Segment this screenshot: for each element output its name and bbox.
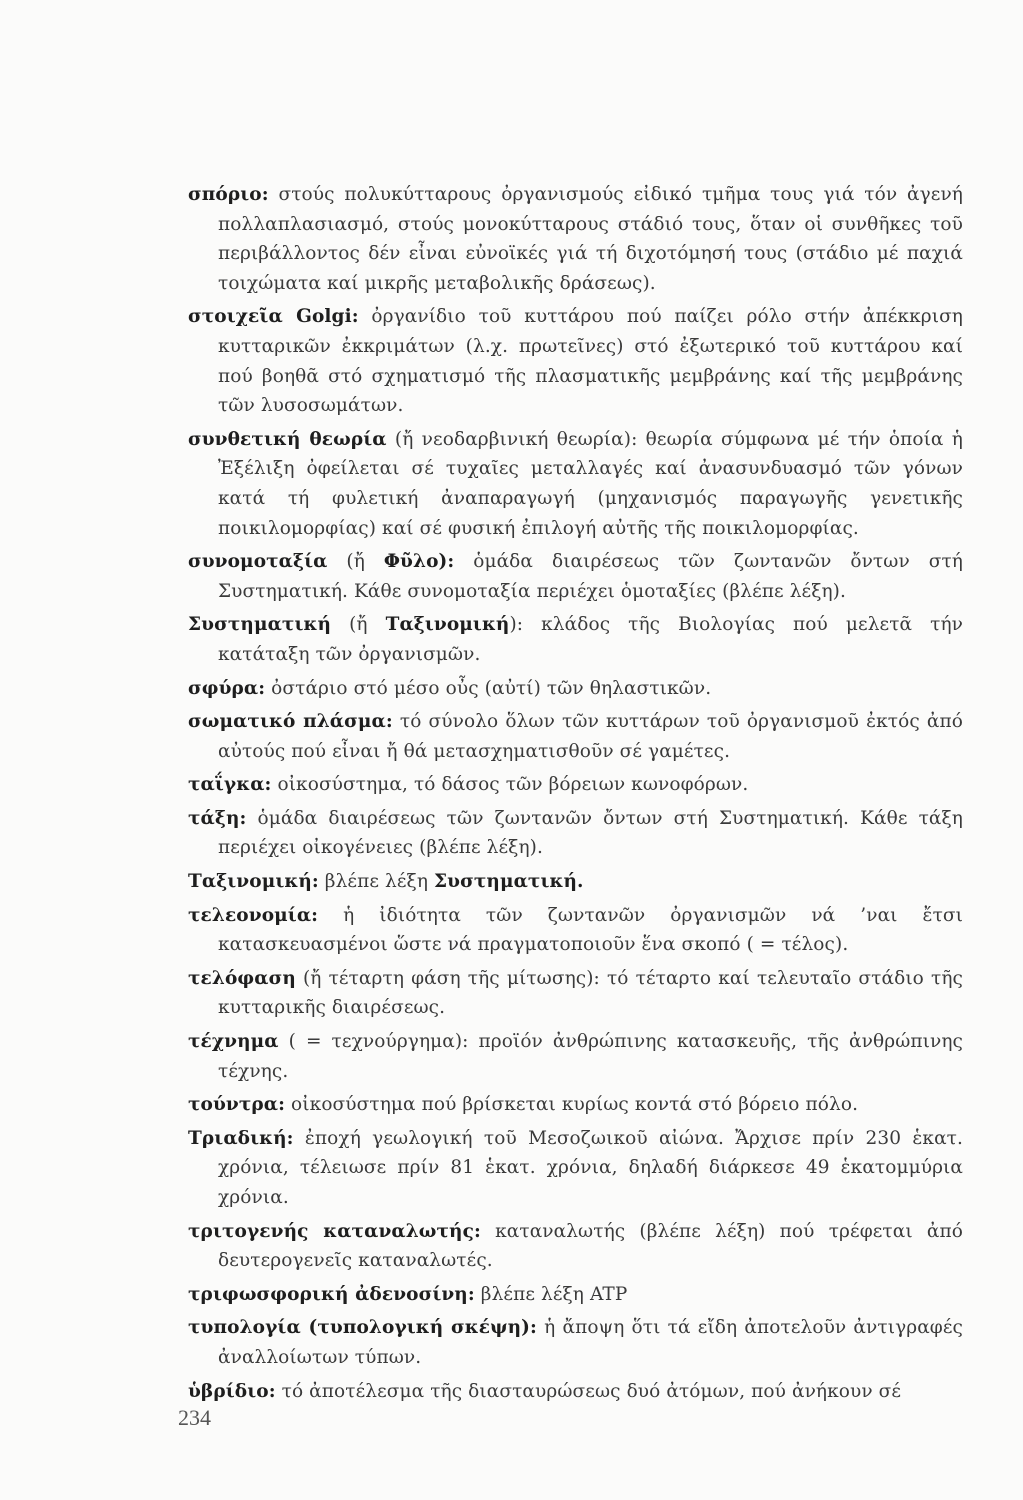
definition: στούς πολυκύτταρους ὀργανισμούς εἰδικό τμῆμα τους γιά τόν ἀγενή πολλαπλασιασμό, στούς μονοκύτταρους στάδιό τους, ὅταν οἱ συνθῆκες τοῦ περιβάλλοντος δέν εἶναι εὐνοϊκές γιά τή διχοτόμησή τους (στάδιο μέ παχιά τοιχώματα καί μικρῆς μεταβολικῆς δράσεως). [218,184,963,294]
term: τελόφαση [188,967,296,989]
glossary-entry-taxinomiki [188,867,963,897]
definition-cont: ὁμάδα διαιρέσεως τῶν ζωντανῶν ὄντων στή Συστηματική. Κάθε συνομοταξία περιέχει ὁμοταξίες (βλέπε λέξη). [218,551,963,602]
term: Ταξινομική: [188,871,319,893]
glossary-entry-synthetiki-theoria [188,425,963,543]
definition: οἰκοσύστημα πού βρίσκεται κυρίως κοντά στό βόρειο πόλο. [285,1094,859,1116]
term: σπόριο: [188,184,269,205]
glossary-entry-systimatiki [188,610,963,669]
definition: (ἤ [327,551,384,573]
term: τυπολογία (τυπολογική σκέψη): [188,1317,537,1339]
term: σωματικό πλάσμα: [188,711,393,733]
glossary-entry-golgi [188,302,963,420]
term: τριτογενής καταναλωτής: [188,1220,481,1242]
glossary-entry-yvridio [188,1377,963,1407]
definition: ὀργανίδιο τοῦ κυττάρου πού παίζει ρόλο στήν ἀπέκκριση κυτταρικῶν ἐκκριμάτων (λ.χ. πρωτεῖνες) στό ἐξωτερικό τοῦ κυττάρου καί πού βοηθᾶ στό σχηματισμό τῆς πλασματικῆς μεμβράνης καί τῆς μεμβράνης τῶν λυσοσωμάτων. [218,306,963,417]
term-alt: Φῦλο): [383,551,455,573]
term: Συστηματική [188,614,332,636]
definition: ἐποχή γεωλογική τοῦ Μεσοζωικοῦ αἰώνα. Ἄρχισε πρίν 230 ἑκατ. χρόνια, τέλειωσε πρίν 81 ἑκατ. χρόνια, δηλαδή διάρκεσε 49 ἑκατομμύρια χρόνια. [218,1127,963,1208]
definition: (ἤ νεοδαρβινική θεωρία): θεωρία σύμφωνα μέ τήν ὁποία ἡ Ἐξέλιξη ὀφείλεται σέ τυχαῖες μεταλλαγές καί ἀνασυνδυασμό τῶν γόνων κατά τή φυλετική ἀναπαραγωγή (μηχανισμός παραγωγῆς γενετικῆς ποικιλομορφίας) καί σέ φυσική ἐπιλογή αὐτῆς τῆς ποικιλομορφίας. [218,428,963,539]
definition: (ἤ [331,614,386,636]
glossary-entry-telofasi [188,964,963,1023]
definition: ὁμάδα διαιρέσεως τῶν ζωντανῶν ὄντων στή Συστηματική. Κάθε τάξη περιέχει οἰκογένειες (βλέπε λέξη). [218,807,963,859]
glossary-entry-trifosforiki-adenosini [188,1280,963,1310]
definition: βλέπε λέξη [318,871,434,893]
glossary-entry-teleonomia [188,901,963,960]
glossary-entry-technima [188,1027,963,1086]
definition: οἰκοσύστημα, τό δάσος τῶν βόρειων κωνοφόρων. [271,774,749,796]
definition: τό σύνολο ὅλων τῶν κυττάρων τοῦ ὀργανισμοῦ ἐκτός ἀπό αὐτούς πού εἶναι ἤ θά μετασχηματισθοῦν σέ γαμέτες. [218,711,963,762]
definition: ( = τεχνούργημα): προϊόν ἀνθρώπινης κατασκευῆς, τῆς ἀνθρώπινης τέχνης. [218,1031,963,1082]
glossary-entry-triadiki [188,1124,963,1213]
glossary-entry-taxi [188,804,963,863]
term: τριφωσφορική ἀδενοσίνη: [188,1283,475,1305]
definition-cont: ): κλάδος τῆς Βιολογίας πού μελετᾶ τήν κατάταξη τῶν ὀργανισμῶν. [218,614,963,665]
glossary-entry-synomotaxia [188,547,963,606]
term: ὑβρίδιο: [188,1380,276,1402]
glossary-entry-tritogenis-katanalotis [188,1217,963,1276]
term-ref: Συστηματική. [434,871,584,893]
definition: τό ἀποτέλεσμα τῆς διασταυρώσεως δυό ἀτόμων, πού ἀνήκουν σέ [275,1380,902,1402]
definition: βλέπε λέξη ATP [474,1283,628,1305]
glossary-entry-somatiko-plasma [188,707,963,766]
definition: καταναλωτής (βλέπε λέξη) πού τρέφεται ἀπό δευτερογενεῖς καταναλωτές. [218,1220,963,1272]
definition: (ἤ τέταρτη φάση τῆς μίτωσης): τό τέταρτο καί τελευταῖο στάδιο τῆς κυτταρικῆς διαιρέσεως. [218,967,963,1019]
glossary-page [188,180,963,1410]
glossary-entry-taigka [188,770,963,800]
definition: ἡ ἄποψη ὅτι τά εἴδη ἀποτελοῦν ἀντιγραφές ἀναλλοίωτων τύπων. [218,1317,963,1368]
term: ταΐγκα: [188,774,272,796]
term: σφύρα: [188,677,266,699]
term: Τριαδική: [188,1127,294,1149]
glossary-entry-sporio [188,180,963,298]
term: στοιχεῖα Golgi: [188,306,359,328]
term: τούντρα: [188,1094,286,1116]
term: συνθετική θεωρία [188,428,387,450]
term: τελεονομία: [188,904,319,926]
term: συνομοταξία [188,551,328,573]
term-alt: Ταξινομική [385,614,510,636]
glossary-entry-typologia [188,1313,963,1372]
definition: ὀστάριο στό μέσο οὖς (αὐτί) τῶν θηλαστικῶν. [265,677,712,699]
glossary-entry-sfyra [188,674,963,704]
term: τάξη: [188,807,247,829]
term: τέχνημα [188,1031,279,1053]
page-number: 234 [178,1405,211,1430]
definition: ἡ ἰδιότητα τῶν ζωντανῶν ὀργανισμῶν νά ’ναι ἔτσι κατασκευασμένοι ὥστε νά πραγματοποιοῦν ἕνα σκοπό ( = τέλος). [218,904,963,956]
glossary-entry-tountra [188,1090,963,1120]
